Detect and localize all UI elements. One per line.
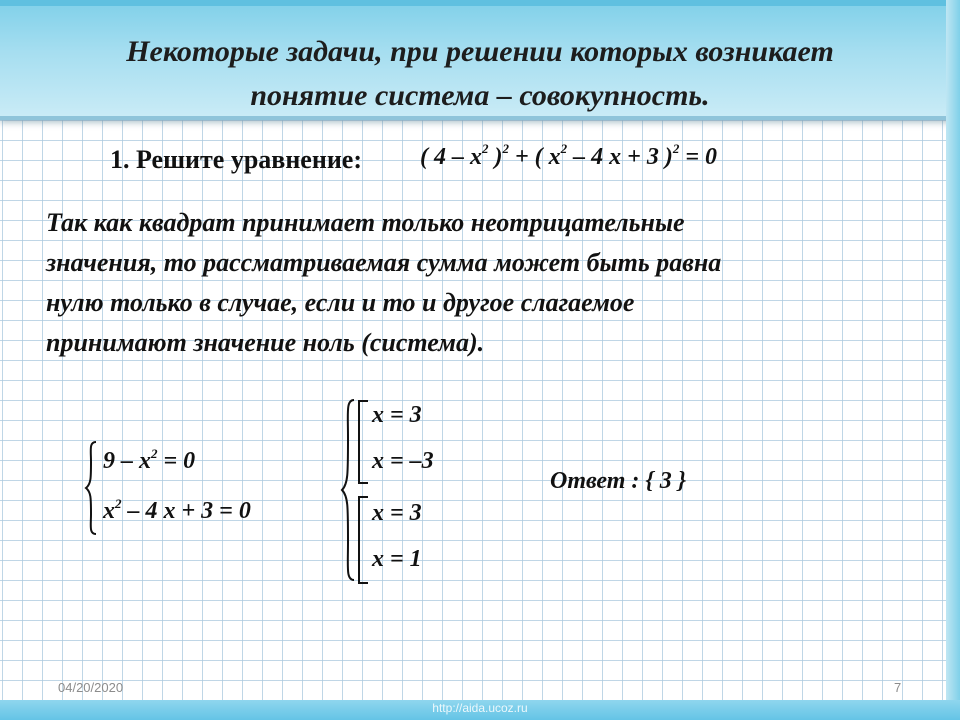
roots-system-brace-icon [340, 398, 356, 582]
explanation-line: Так как квадрат принимает только неотрицательные [46, 208, 685, 237]
explanation-paragraph [46, 203, 906, 363]
equation-exponent: 2 [482, 141, 489, 156]
title-line-2: понятие система – совокупность. [250, 79, 710, 112]
main-equation [420, 141, 717, 171]
system-part: x [103, 498, 115, 524]
system-exponent: 2 [151, 446, 158, 461]
root-line: x = –3 [372, 448, 434, 474]
watermark-url: http://aida.ucoz.ru [432, 701, 528, 715]
union-bracket-2-icon [358, 496, 368, 584]
answer-text: Ответ : { 3 } [550, 468, 687, 494]
title-line-1: Некоторые задачи, при решении которых возникает [126, 35, 834, 68]
system-equation-1 [103, 446, 195, 475]
system-part: = 0 [157, 448, 196, 474]
union-bracket-1-icon [358, 400, 368, 484]
task-label: 1. Решите уравнение: [110, 145, 363, 174]
equation-part: ) [488, 144, 503, 170]
equation-part: – 4 x + 3 ) [567, 144, 673, 170]
equation-part: + ( x [509, 144, 561, 170]
equation-exponent: 2 [502, 141, 509, 156]
equation-part: = 0 [679, 144, 718, 170]
explanation-line: принимают значение ноль (система). [46, 328, 485, 357]
right-decor-bar [946, 0, 960, 720]
system-part: 9 – x [103, 448, 151, 474]
root-line: x = 1 [372, 546, 422, 572]
slide-title [0, 30, 960, 118]
footer-page-number: 7 [894, 680, 902, 695]
equation-exponent: 2 [672, 141, 680, 156]
footer-date: 04/20/2020 [58, 680, 124, 695]
root-line: x = 3 [372, 402, 422, 428]
explanation-line: значения, то рассматриваемая сумма может быть равна [46, 248, 722, 277]
header-top-edge [0, 0, 960, 6]
system-exponent: 2 [115, 496, 122, 511]
system-equation-2 [103, 496, 251, 525]
system-brace-icon [84, 440, 98, 536]
equation-part: ( 4 – x [420, 144, 482, 170]
equation-exponent: 2 [560, 141, 568, 156]
explanation-line: нулю только в случае, если и то и другое слагаемое [46, 288, 635, 317]
root-line: x = 3 [372, 500, 422, 526]
system-part: – 4 x + 3 = 0 [121, 498, 251, 524]
